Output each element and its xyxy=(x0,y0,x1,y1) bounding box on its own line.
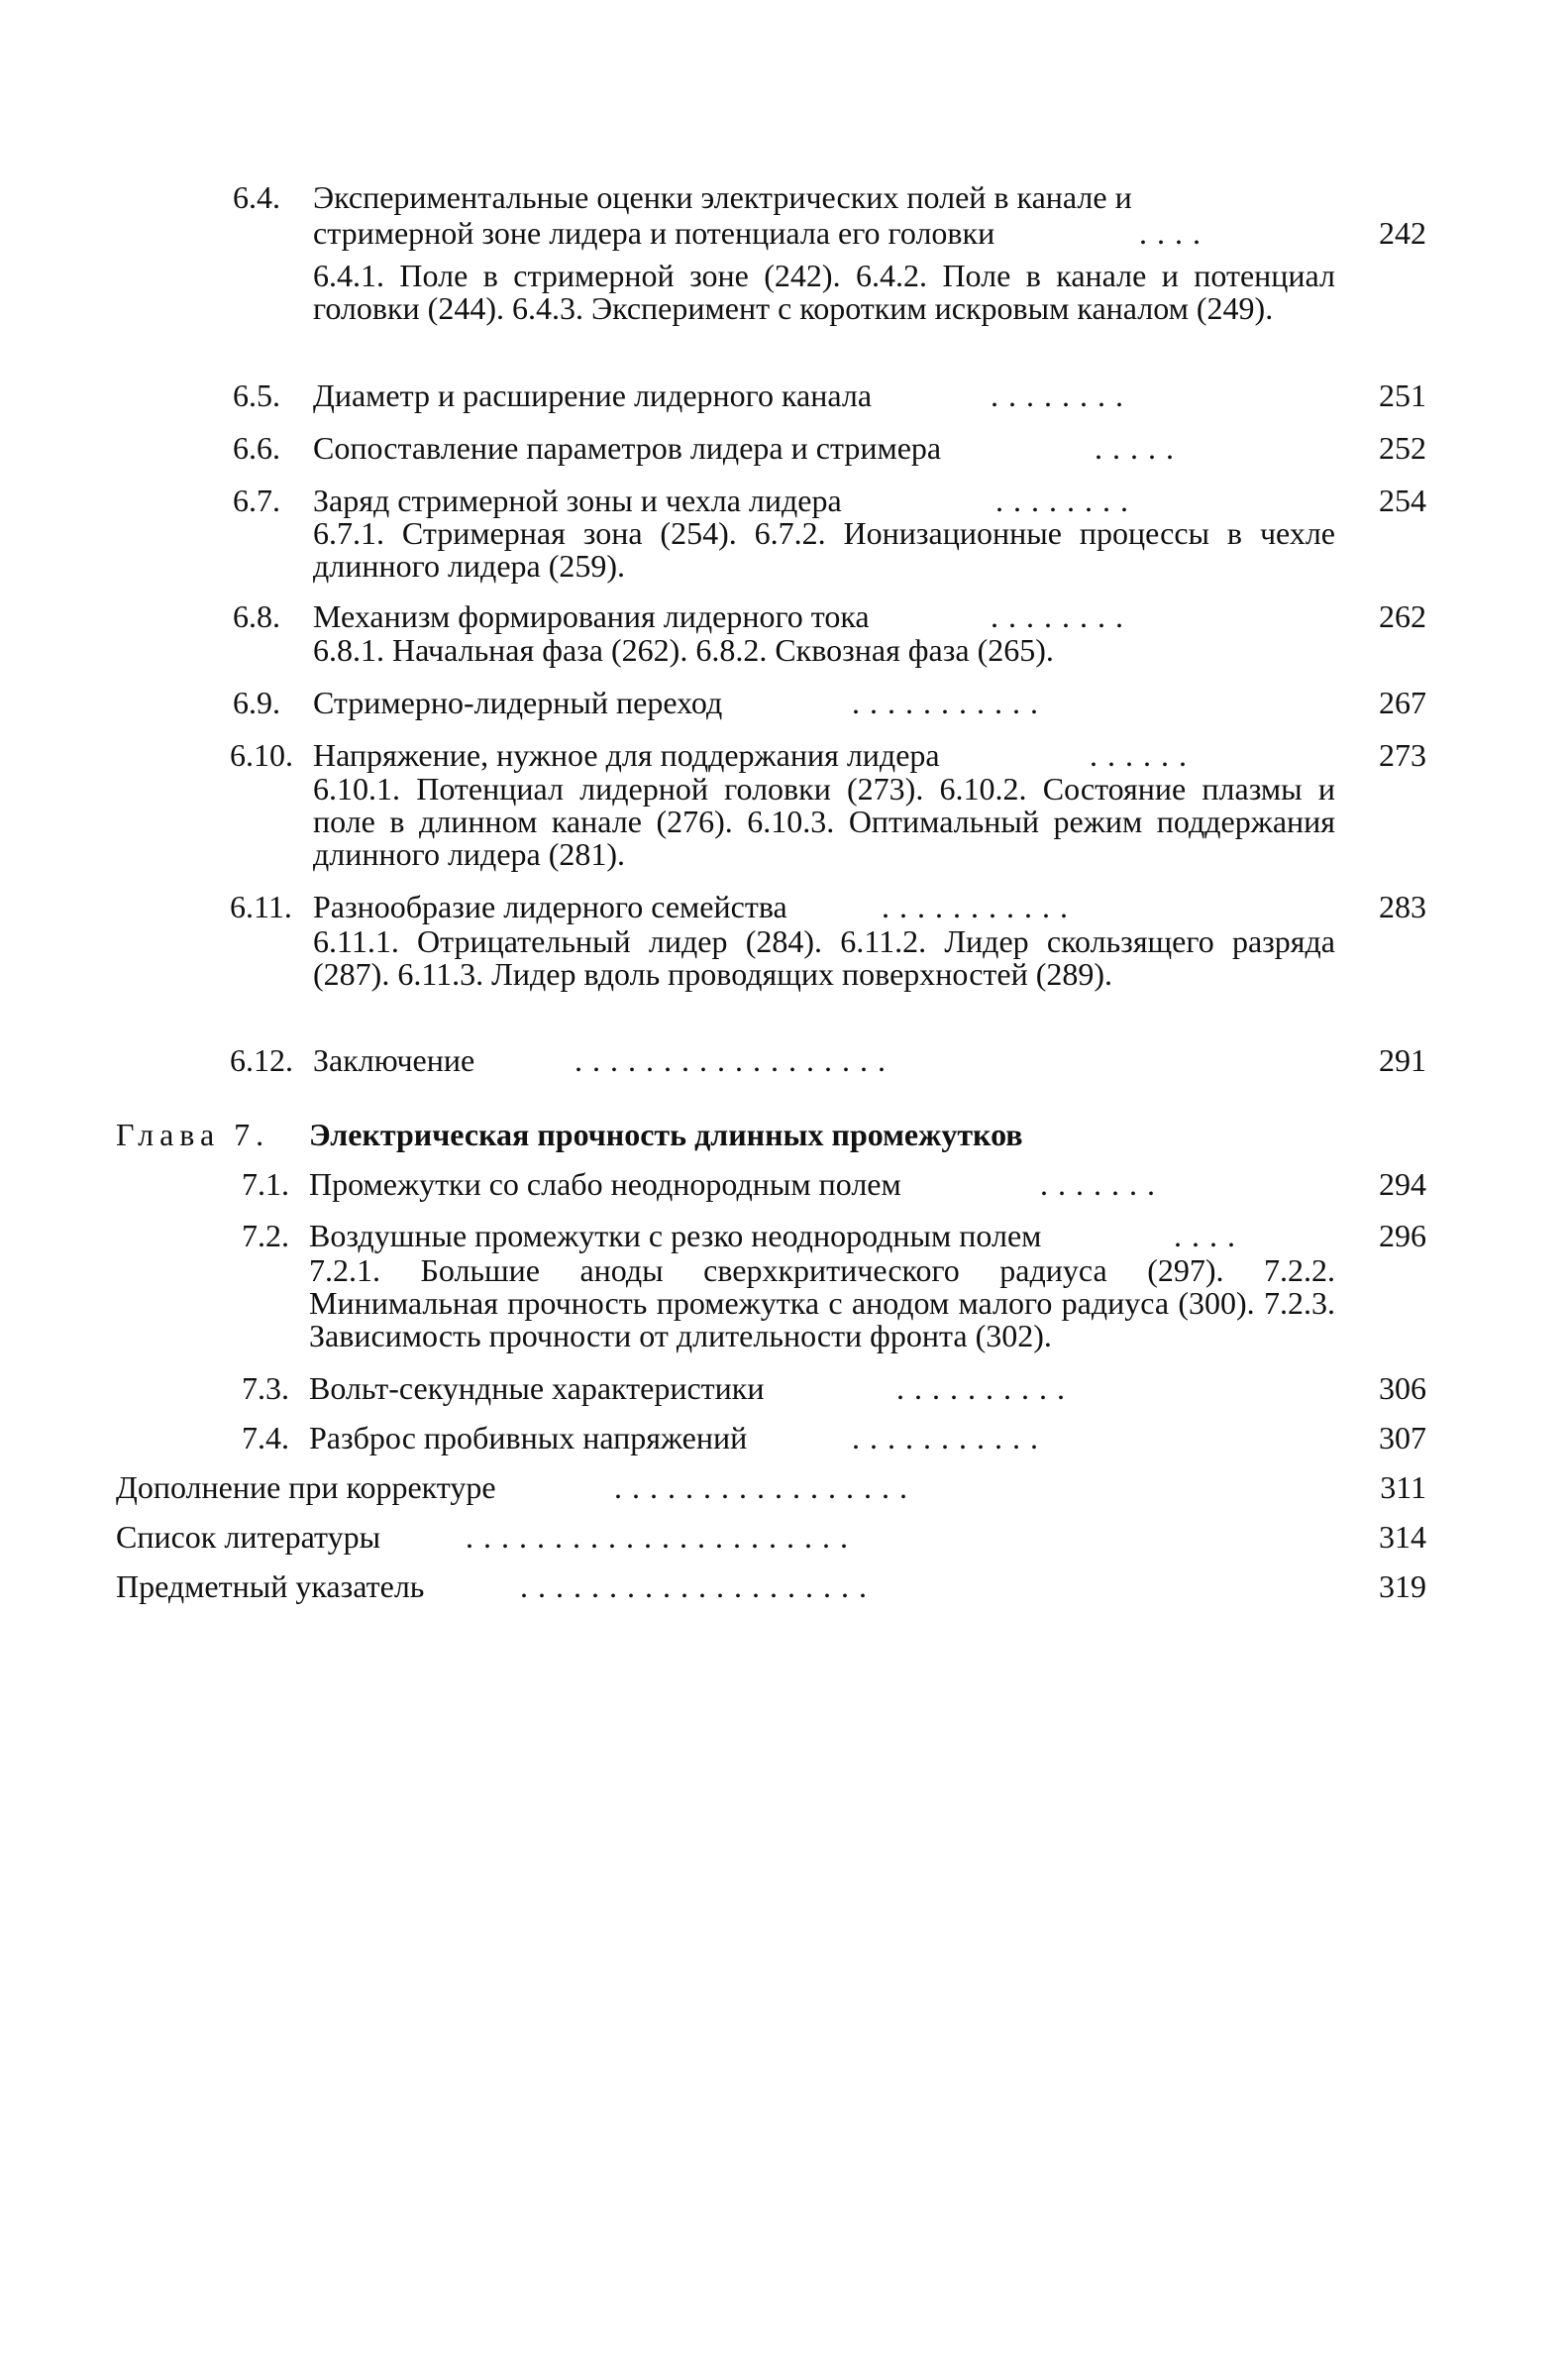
subsection-list: 6.4.1. Поле в стримерной зоне (242). 6.4.2. Поле в канале и потенциал головки (244). 6.4.3. Эксперимент с коротким искровым каналом (249). xyxy=(313,258,1335,326)
leader-dots: ........ xyxy=(991,377,1133,413)
section-title: Заключение xyxy=(313,1042,475,1078)
section-title: Экспериментальные оценки электрических полей в канале и xyxy=(313,179,1132,215)
page-number: 306 xyxy=(1379,1370,1426,1406)
section-number: 6.5. xyxy=(233,377,280,413)
section-title-continued: стримерной зоне лидера и потенциала его головки xyxy=(313,215,995,251)
page-number: 296 xyxy=(1379,1218,1426,1253)
section-number: 6.11. xyxy=(230,889,292,924)
leader-dots: ...... xyxy=(1090,737,1197,773)
subsection-list: 7.2.1. Большие аноды сверхкритического радиуса (297). 7.2.2. Минимальная прочность промежутка с анодом малого радиуса (300). 7.2.3. Зависимость прочности от длительности фронта (302). xyxy=(309,1252,1335,1353)
page-number: 314 xyxy=(1379,1519,1426,1555)
back-matter-title: Список литературы xyxy=(116,1519,381,1555)
section-title: Механизм формирования лидерного тока xyxy=(313,598,870,634)
section-title: Вольт-секундные характеристики xyxy=(309,1370,765,1406)
page-number: 262 xyxy=(1379,598,1426,634)
section-number: 7.2. xyxy=(242,1218,289,1253)
section-number: 7.3. xyxy=(242,1370,289,1406)
leader-dots: .................... xyxy=(520,1568,877,1604)
leader-dots: ........ xyxy=(995,483,1138,518)
section-title: Воздушные промежутки с резко неоднородным полем xyxy=(309,1218,1042,1253)
section-title: Напряжение, нужное для поддержания лидера xyxy=(313,737,940,773)
leader-dots: ....... xyxy=(1040,1166,1165,1202)
page-number: 273 xyxy=(1379,737,1426,773)
leader-dots: ........... xyxy=(882,889,1078,924)
section-number: 6.4. xyxy=(233,179,280,215)
page-number: 254 xyxy=(1379,483,1426,518)
subsection-list: 6.11.1. Отрицательный лидер (284). 6.11.2. Лидер скользящего разряда (287). 6.11.3. Лидер вдоль проводящих поверхностей (289). xyxy=(313,923,1335,992)
page-number: 252 xyxy=(1379,430,1426,466)
subsection-list: 6.10.1. Потенциал лидерной головки (273). 6.10.2. Состояние плазмы и поле в длинном канале (276). 6.10.3. Оптимальный режим поддержания длинного лидера (281). xyxy=(313,771,1335,872)
section-title: Разнообразие лидерного семейства xyxy=(313,889,787,924)
subsection-list: 6.8.1. Начальная фаза (262). 6.8.2. Сквозная фаза (265). xyxy=(313,632,1054,668)
page-number: 267 xyxy=(1379,685,1426,720)
page-number: 307 xyxy=(1379,1420,1426,1455)
section-number: 6.10. xyxy=(230,737,293,773)
chapter-label: Глава 7. xyxy=(116,1117,270,1152)
leader-dots: .................. xyxy=(575,1042,895,1078)
section-number: 7.1. xyxy=(242,1166,289,1202)
section-title: Промежутки со слабо неоднородным полем xyxy=(309,1166,901,1202)
leader-dots: ..... xyxy=(1095,430,1184,466)
page-number: 283 xyxy=(1379,889,1426,924)
leader-dots: ........... xyxy=(852,1420,1048,1455)
section-title: Заряд стримерной зоны и чехла лидера xyxy=(313,483,842,518)
page-number: 242 xyxy=(1379,215,1426,251)
leader-dots: ........... xyxy=(852,685,1048,720)
back-matter-title: Дополнение при корректуре xyxy=(116,1469,496,1505)
leader-dots: ........ xyxy=(991,598,1133,634)
leader-dots: .... xyxy=(1139,215,1210,251)
section-number: 7.4. xyxy=(242,1420,289,1455)
section-number: 6.8. xyxy=(233,598,280,634)
section-number: 6.6. xyxy=(233,430,280,466)
page-number: 311 xyxy=(1380,1469,1426,1505)
leader-dots: ...................... xyxy=(466,1519,858,1555)
chapter-title: Электрическая прочность длинных промежутков xyxy=(309,1117,1023,1152)
section-title: Разброс пробивных напряжений xyxy=(309,1420,748,1455)
section-number: 6.7. xyxy=(233,483,280,518)
section-number: 6.12. xyxy=(230,1042,293,1078)
page-number: 294 xyxy=(1379,1166,1426,1202)
page-number: 291 xyxy=(1379,1042,1426,1078)
leader-dots: ................. xyxy=(614,1469,917,1505)
leader-dots: .......... xyxy=(896,1370,1075,1406)
section-title: Стримерно-лидерный переход xyxy=(313,685,723,720)
leader-dots: .... xyxy=(1174,1218,1245,1253)
subsection-list: 6.7.1. Стримерная зона (254). 6.7.2. Ионизационные процессы в чехле длинного лидера (259). xyxy=(313,515,1335,584)
back-matter-title: Предметный указатель xyxy=(116,1568,425,1604)
section-title: Диаметр и расширение лидерного канала xyxy=(313,377,873,413)
section-title: Сопоставление параметров лидера и стримера xyxy=(313,430,942,466)
page-number: 251 xyxy=(1379,377,1426,413)
section-number: 6.9. xyxy=(233,685,280,720)
page-number: 319 xyxy=(1379,1568,1426,1604)
